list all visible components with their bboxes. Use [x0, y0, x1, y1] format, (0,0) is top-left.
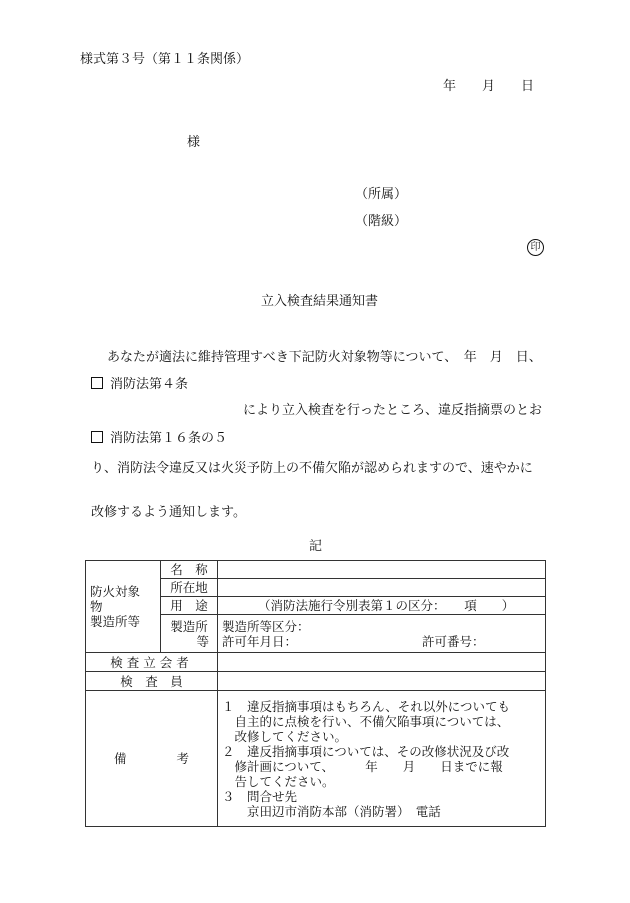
inspection-info-table	[85, 560, 546, 827]
seal-icon: 印	[527, 239, 544, 256]
table-row	[86, 561, 546, 579]
inspector-label: 検 査 員	[86, 672, 218, 691]
permit-number-label: 許可番号：	[422, 633, 485, 649]
body-line-2: により立入検査を行ったところ、違反指摘票のとお	[243, 403, 543, 418]
note-line: 改修してください。	[222, 728, 348, 744]
address-field[interactable]	[218, 579, 546, 597]
body-line-1: あなたが適法に維持管理すべき下記防火対象物等について、 年 月 日、	[107, 350, 542, 365]
note-line: 京田辺市消防本部（消防署） 電話	[222, 803, 441, 819]
law-option-2-label: 消防法第１６条の５	[110, 431, 228, 446]
facility-class-label: 製造所等区分：	[222, 618, 310, 634]
law-option-2	[91, 431, 227, 445]
law-option-1	[91, 377, 188, 391]
note-line: 告してください。	[222, 773, 335, 789]
witness-label: 検査立会者	[86, 653, 218, 672]
remarks-label: 備 考	[86, 691, 218, 827]
witness-field[interactable]	[218, 653, 546, 672]
facility-label: 製造所 等	[161, 615, 218, 653]
body-line-3: り、消防法令違反又は火災予防上の不備欠陥が認められますので、速やかに	[91, 461, 533, 476]
table-row	[86, 672, 546, 691]
address-label: 所在地	[161, 579, 218, 597]
addressee-honorific: 様	[187, 135, 201, 150]
note-line: ３ 問合せ先	[222, 788, 298, 804]
note-line: １ 違反指摘事項はもちろん、それ以外についても	[222, 698, 511, 714]
name-field[interactable]	[218, 561, 546, 579]
permit-date-label: 許可年月日：	[222, 633, 298, 649]
issue-date: 年 月 日	[443, 79, 535, 94]
body-line-4: 改修するよう通知します。	[91, 505, 246, 520]
note-line: ２ 違反指摘事項については、その改修状況及び改	[222, 743, 510, 759]
table-row	[86, 653, 546, 672]
sender-affiliation: （所属）	[355, 187, 408, 202]
inspector-field[interactable]	[218, 672, 546, 691]
use-label: 用 途	[161, 597, 218, 615]
checkbox-law-16-5[interactable]	[91, 431, 103, 443]
use-field[interactable]: （消防法施行令別表第１の区分： 項 ）	[218, 597, 546, 615]
name-label: 名 称	[161, 561, 218, 579]
remarks-notes	[218, 691, 546, 827]
table-row	[86, 691, 546, 827]
document-title: 立入検査結果通知書	[261, 294, 379, 309]
note-line: 自主的に点検を行い、不備欠陥事項については、	[222, 713, 510, 729]
law-option-1-label: 消防法第４条	[110, 377, 189, 392]
form-number-label: 様式第３号（第１１条関係）	[80, 52, 250, 67]
note-line: 修計画について、 年 月 日までに報	[222, 758, 503, 774]
sender-rank: （階級）	[355, 214, 408, 229]
ki-heading: 記	[309, 539, 323, 554]
target-group-label: 防火対象 物 製造所等	[86, 561, 161, 653]
checkbox-law-4[interactable]	[91, 377, 103, 389]
facility-field[interactable]	[218, 615, 546, 653]
